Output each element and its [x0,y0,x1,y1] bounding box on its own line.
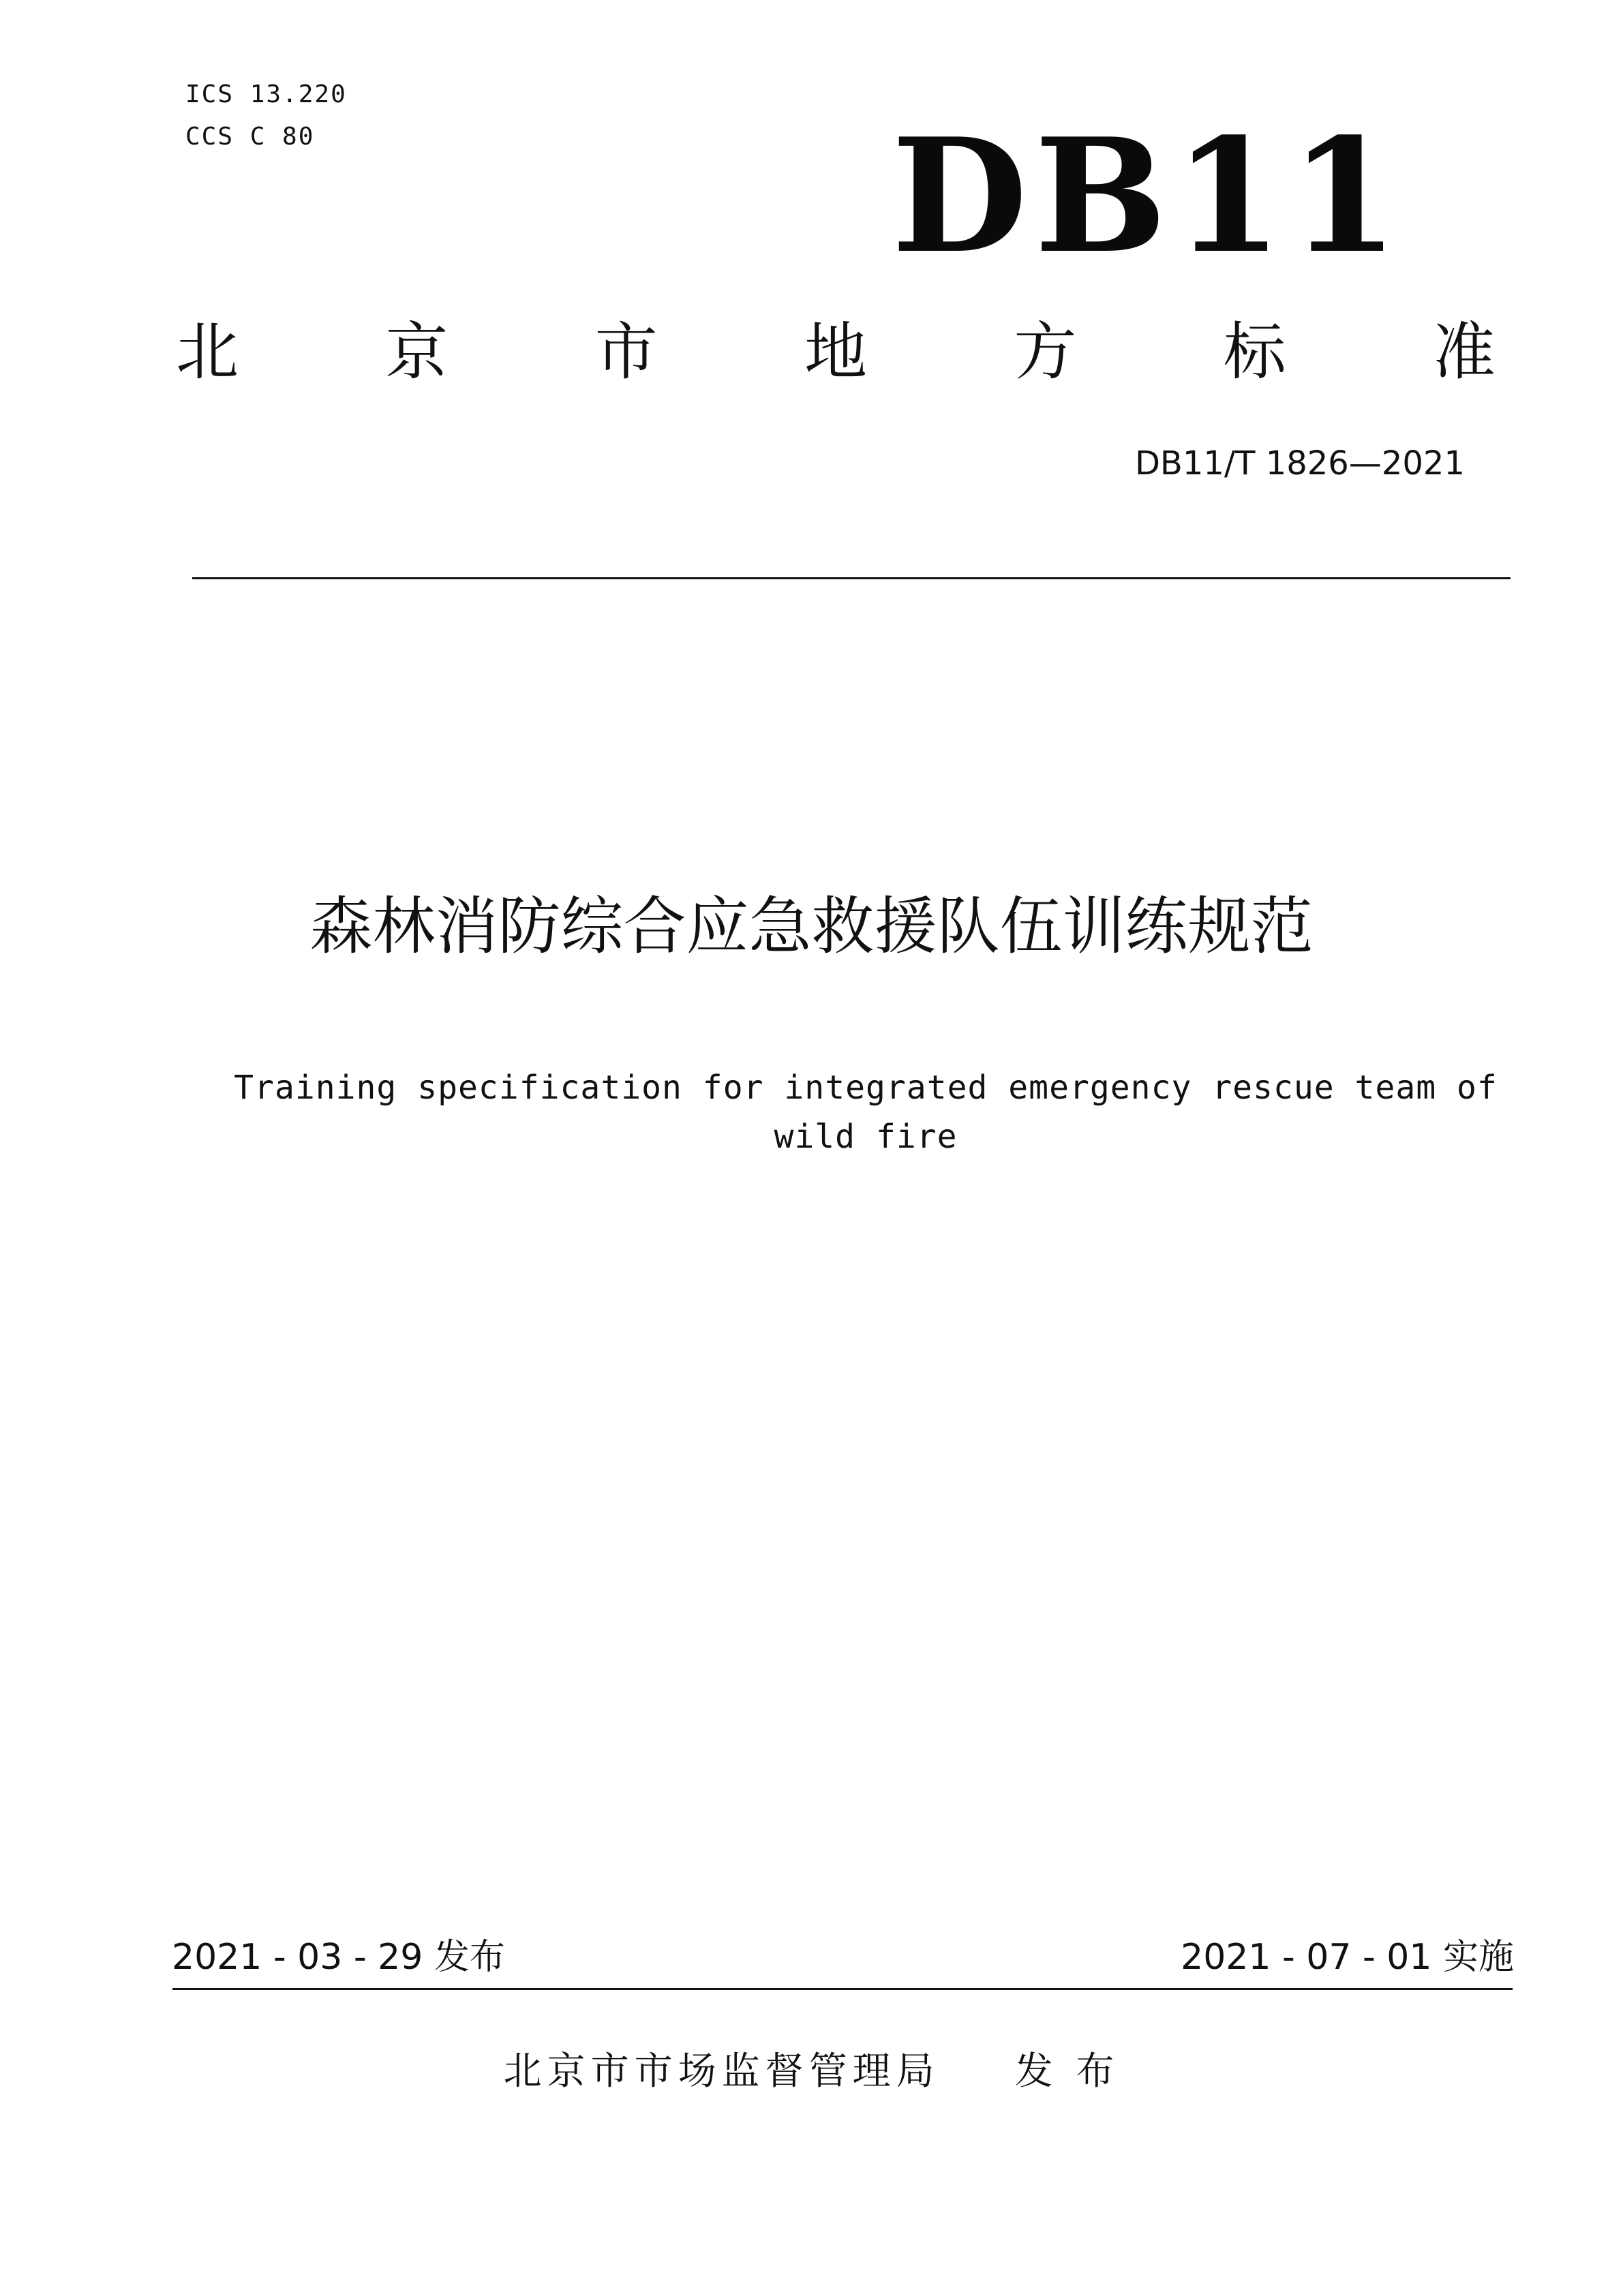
standard-number: DB11/T 1826—2021 [1134,444,1465,483]
standard-type-char: 北 [176,316,239,388]
standard-type-char: 地 [804,316,867,388]
issuing-authority [0,2045,1623,2099]
ccs-code: CCS C 80 [185,123,315,151]
standard-type-char: 标 [1223,316,1286,388]
standard-type-heading [176,315,1496,390]
standard-type-char: 市 [594,316,658,388]
footer-divider [172,1988,1513,1990]
standard-type-char: 准 [1432,316,1496,388]
document-title-chinese: 森林消防综合应急救援队伍训练规范 [309,890,1314,963]
standard-type-char: 京 [385,316,449,388]
issuer-action: 发 布 [1014,2049,1120,2094]
header-divider [192,577,1511,579]
implementation-date: 2021 - 07 - 01 实施 [1181,1937,1514,1978]
ics-code: ICS 13.220 [185,80,347,108]
standard-type-char: 方 [1014,316,1077,388]
publish-date: 2021 - 03 - 29 发布 [172,1937,505,1978]
issuer-name: 北京市市场监督管理局 [503,2049,940,2094]
document-title-english: Training specification for integrated emergency rescue team of wild fire [234,1069,1498,1156]
db11-logo: DB11 [892,104,1406,288]
